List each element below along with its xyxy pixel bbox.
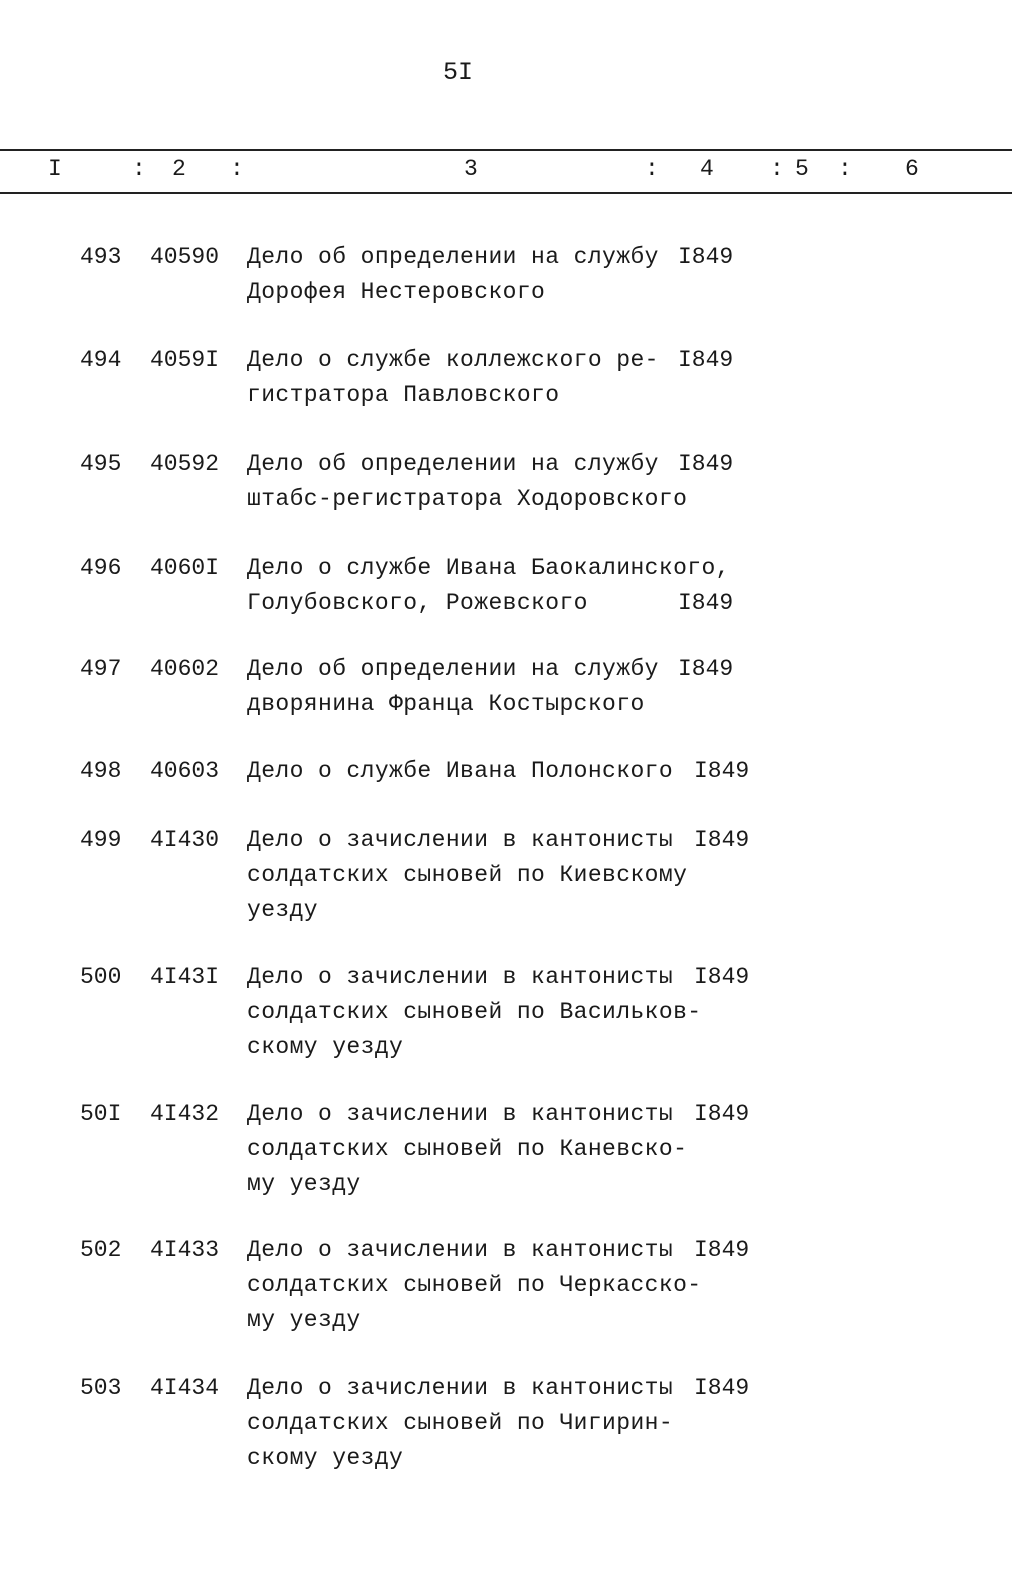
entry-number: 502: [80, 1237, 122, 1263]
entry-description: [247, 343, 677, 413]
description-line: Дело о зачислении в кантонисты: [247, 1101, 674, 1127]
inventory-entry: [0, 1371, 750, 1476]
entry-code: 4I430: [150, 827, 220, 853]
entry-description: [247, 1233, 702, 1338]
page-number: 5I: [442, 58, 473, 87]
description-line: солдатских сыновей по Черкасско-: [247, 1272, 702, 1298]
entry-code: 4I434: [150, 1375, 220, 1401]
header-bottom-rule: [0, 192, 1012, 194]
entry-code: 4I43I: [150, 964, 220, 990]
description-line: скому уезду: [247, 1034, 404, 1060]
entry-number: 495: [80, 451, 122, 477]
entry-number: 497: [80, 656, 122, 682]
column-header-4: 4: [700, 156, 714, 182]
description-line: солдатских сыновей по Каневско-: [247, 1136, 688, 1162]
description-line: му уезду: [247, 1171, 361, 1197]
inventory-entry: [0, 447, 734, 517]
description-line: скому уезду: [247, 1445, 404, 1471]
column-separator: :: [645, 156, 659, 182]
description-line: солдатских сыновей по Чигирин-: [247, 1410, 674, 1436]
description-line: Дело об определении на службу: [247, 244, 659, 270]
entry-description: [247, 1097, 688, 1202]
entry-code: 4I432: [150, 1101, 220, 1127]
entry-description: [247, 240, 677, 310]
entry-number: 499: [80, 827, 122, 853]
inventory-entry: [0, 1233, 750, 1338]
entry-number: 493: [80, 244, 122, 270]
entry-description: [247, 823, 688, 928]
entry-number: 496: [80, 555, 122, 581]
entry-year: I849: [694, 1101, 750, 1127]
column-separator: :: [770, 156, 784, 182]
header-top-rule: [0, 149, 1012, 151]
description-line: Дело о зачислении в кантонисты: [247, 1237, 674, 1263]
description-line: уезду: [247, 897, 319, 923]
entry-description: [247, 960, 702, 1065]
description-line: Дело о службе коллежского ре-: [247, 347, 659, 373]
entry-description: [247, 447, 688, 517]
entry-year: I849: [694, 1237, 750, 1263]
column-separator: :: [230, 156, 244, 182]
inventory-entry: [0, 1097, 750, 1202]
column-header-5: 5: [795, 156, 809, 182]
inventory-entry: [0, 652, 734, 722]
entry-number: 500: [80, 964, 122, 990]
inventory-entry: [0, 960, 750, 1065]
column-header-2: 2: [172, 156, 186, 182]
entry-number: 498: [80, 758, 122, 784]
inventory-entry: [0, 343, 734, 413]
entry-number: 50I: [80, 1101, 122, 1127]
entry-number: 494: [80, 347, 122, 373]
inventory-entry: [0, 823, 750, 928]
entry-code: 40602: [150, 656, 220, 682]
entry-year: I849: [694, 827, 750, 853]
entry-description: [247, 652, 677, 722]
description-line: Голубовского, Рожевского: [247, 590, 588, 616]
description-line: солдатских сыновей по Киевскому: [247, 862, 688, 888]
entry-number: 503: [80, 1375, 122, 1401]
entry-code: 4059I: [150, 347, 220, 373]
entry-code: 40590: [150, 244, 220, 270]
description-line: Дело о зачислении в кантонисты: [247, 964, 674, 990]
entry-year: I849: [694, 964, 750, 990]
column-header-1: I: [48, 156, 62, 182]
entry-year: I849: [678, 656, 734, 682]
column-header-3: 3: [464, 156, 478, 182]
description-line: гистратора Павловского: [247, 382, 560, 408]
entry-code: 4I433: [150, 1237, 220, 1263]
entry-year: I849: [678, 347, 734, 373]
inventory-entry: [0, 551, 734, 621]
description-line: штабс-регистратора Ходоровского: [247, 486, 688, 512]
entry-code: 40603: [150, 758, 220, 784]
description-line: солдатских сыновей по Васильков-: [247, 999, 702, 1025]
entry-code: 40592: [150, 451, 220, 477]
column-separator: :: [132, 156, 146, 182]
inventory-entry: [0, 240, 734, 310]
description-line: Дело о зачислении в кантонисты: [247, 1375, 674, 1401]
entry-description: [247, 754, 677, 789]
description-line: Дело об определении на службу: [247, 656, 659, 682]
description-line: му уезду: [247, 1307, 361, 1333]
entry-year: I849: [678, 244, 734, 270]
description-line: Дело о службе Ивана Полонского: [247, 758, 674, 784]
column-separator: :: [838, 156, 852, 182]
description-line: Дорофея Нестеровского: [247, 279, 546, 305]
entry-year: I849: [694, 1375, 750, 1401]
inventory-entry: [0, 754, 750, 789]
entry-code: 4060I: [150, 555, 220, 581]
entry-year: I849: [678, 590, 734, 616]
description-line: Дело о зачислении в кантонисты: [247, 827, 674, 853]
entry-description: [247, 1371, 677, 1476]
description-line: дворянина Франца Костырского: [247, 691, 645, 717]
description-line: Дело о службе Ивана Баокалинского,: [247, 555, 730, 581]
entry-year: I849: [678, 451, 734, 477]
description-line: Дело об определении на службу: [247, 451, 659, 477]
column-header-6: 6: [905, 156, 919, 182]
entry-year: I849: [694, 758, 750, 784]
